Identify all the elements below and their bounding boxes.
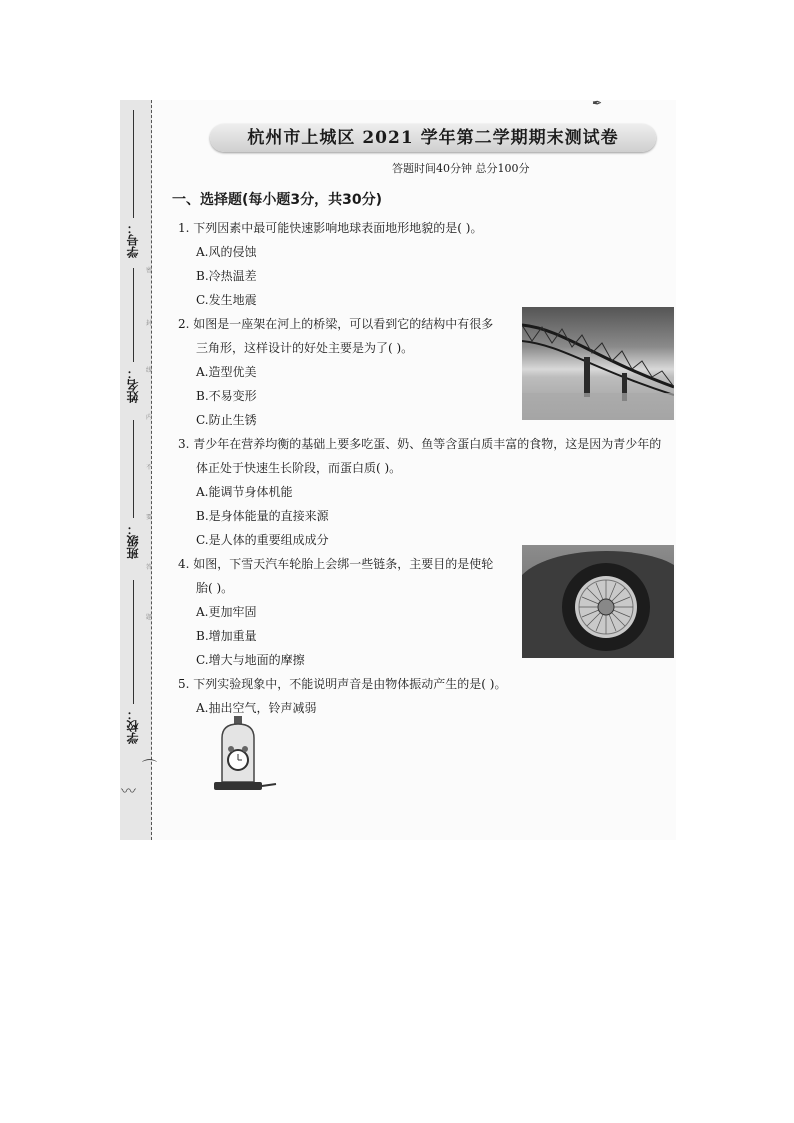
swallow-icon: ⌒ xyxy=(142,758,158,776)
option-4c[interactable]: C.增大与地面的摩擦 xyxy=(196,653,305,667)
question-3-line2: 体正处于快速生长阶段，而蛋白质( )。 xyxy=(196,461,402,475)
option-3a[interactable]: A.能调节身体机能 xyxy=(196,485,293,499)
section-heading: 一、选择题(每小题3分，共30分) xyxy=(172,192,383,208)
margin-warning-char: 内 xyxy=(146,414,153,421)
tire-photo xyxy=(522,545,674,658)
option-1a[interactable]: A.风的侵蚀 xyxy=(196,245,257,259)
option-3c[interactable]: C.是人体的重要组成成分 xyxy=(196,533,329,547)
margin-warning-char: 不 xyxy=(146,464,153,471)
option-2c[interactable]: C.防止生锈 xyxy=(196,413,257,427)
class-field[interactable] xyxy=(133,420,134,518)
option-4a[interactable]: A.更加牢固 xyxy=(196,605,257,619)
question-1: 1. 下列因素中最可能快速影响地球表面地形地貌的是( )。 xyxy=(178,221,483,235)
school-label: 学校： xyxy=(126,708,140,744)
margin-warning-char: 密 xyxy=(146,267,153,274)
name-field[interactable] xyxy=(133,268,134,362)
bridge-photo xyxy=(522,307,674,420)
option-1c[interactable]: C.发生地震 xyxy=(196,293,257,307)
option-1b[interactable]: B.冷热温差 xyxy=(196,269,257,283)
option-2b[interactable]: B.不易变形 xyxy=(196,389,257,403)
margin-warning-char: 封 xyxy=(146,320,153,327)
question-2-line1: 2. 如图是一座架在河上的桥梁，可以看到它的结构中有很多 xyxy=(178,317,494,331)
question-5: 5. 下列实验现象中，不能说明声音是由物体振动产生的是( )。 xyxy=(178,677,507,691)
exam-time-score: 答题时间40分钟 总分100分 xyxy=(392,162,530,175)
question-4-line2: 胎( )。 xyxy=(196,581,234,595)
bell-jar-illustration xyxy=(208,714,278,794)
question-4-line1: 4. 如图，下雪天汽车轮胎上会绑一些链条，主要目的是使轮 xyxy=(178,557,494,571)
option-2a[interactable]: A.造型优美 xyxy=(196,365,257,379)
margin-warning-char: 要 xyxy=(146,514,153,521)
question-3-line1: 3. 青少年在营养均衡的基础上要多吃蛋、奶、鱼等含蛋白质丰富的食物，这是因为青少年的 xyxy=(178,437,662,451)
class-label: 班级： xyxy=(126,523,140,559)
exam-title: 杭州市上城区 2021 学年第二学期期末测试卷 xyxy=(247,128,619,148)
name-label: 姓名： xyxy=(126,367,140,403)
option-5a[interactable]: A.抽出空气，铃声减弱 xyxy=(196,701,317,715)
pen-icon: ✒ xyxy=(592,96,603,110)
title-banner xyxy=(210,124,656,152)
school-field[interactable] xyxy=(133,580,134,704)
margin-warning-char: 线 xyxy=(146,367,153,374)
question-2-line2: 三角形，这样设计的好处主要是为了( )。 xyxy=(196,341,414,355)
margin-warning-char: 答 xyxy=(146,564,153,571)
student-number-label: 学号： xyxy=(126,222,140,258)
option-4b[interactable]: B.增加重量 xyxy=(196,629,257,643)
swallow-icon: 〰 xyxy=(121,782,137,800)
margin-warning-char: 题 xyxy=(146,614,153,621)
option-3b[interactable]: B.是身体能量的直接来源 xyxy=(196,509,329,523)
student-number-field[interactable] xyxy=(133,110,134,218)
